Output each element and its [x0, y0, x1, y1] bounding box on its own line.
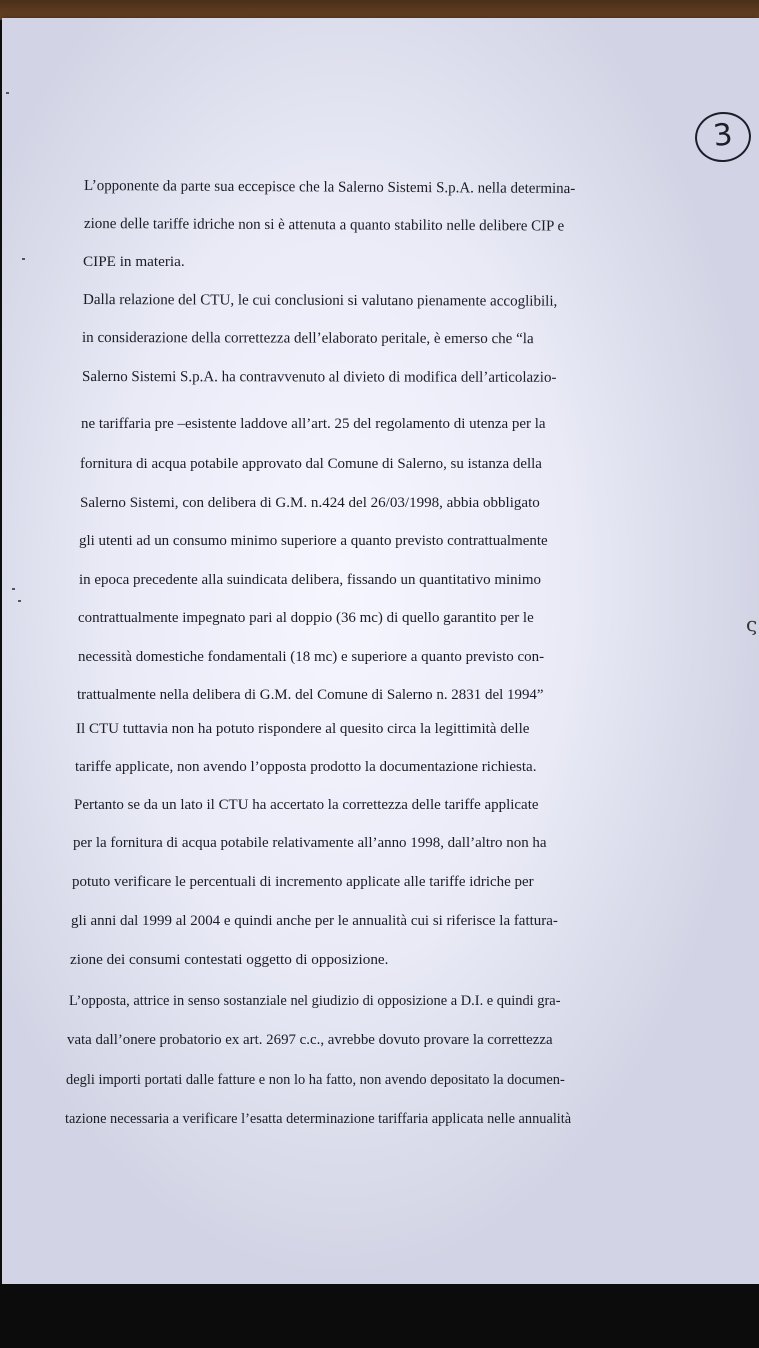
text-line: degli importi portati dalle fatture e non lo ha fatto, non avendo depositato la documen-	[66, 1071, 565, 1088]
margin-pen-mark: ς	[746, 612, 758, 636]
text-line: CIPE in materia.	[83, 253, 185, 270]
margin-speck	[22, 258, 25, 260]
text-line: gli anni dal 1999 al 2004 e quindi anche per le annualità cui si riferisce la fattura-	[71, 912, 558, 929]
text-line: Pertanto se da un lato il CTU ha accertato la correttezza delle tariffe applicate	[74, 796, 539, 813]
text-line: ne tariffaria pre –esistente laddove all’art. 25 del regolamento di utenza per la	[81, 415, 546, 432]
text-line: Salerno Sistemi S.p.A. ha contravvenuto al divieto di modifica dell’articolazio-	[81, 368, 557, 386]
text-line: zione dei consumi contestati oggetto di opposizione.	[70, 951, 389, 968]
text-line: L’opposta, attrice in senso sostanziale nel giudizio di opposizione a D.I. e quindi gra-	[69, 992, 561, 1009]
text-line: contrattualmente impegnato pari al doppio (36 mc) di quello garantito per le	[78, 609, 534, 626]
margin-speck	[18, 600, 21, 602]
text-line: L’opponente da parte sua eccepisce che la Salerno Sistemi S.p.A. nella determina-	[83, 177, 576, 198]
text-line: fornitura di acqua potabile approvato dal Comune di Salerno, su istanza della	[80, 455, 542, 472]
text-line: potuto verificare le percentuali di incremento applicate alle tariffe idriche per	[72, 873, 534, 890]
text-line: necessità domestiche fondamentali (18 mc) e superiore a quanto previsto con-	[78, 648, 545, 665]
text-line: zione delle tariffe idriche non si è attenuta a quanto stabilito nelle delibere CIP e	[83, 215, 565, 235]
text-line: Dalla relazione del CTU, le cui conclusioni si valutano pienamente accoglibili,	[82, 291, 558, 310]
text-line: in considerazione della correttezza dell’elaborato peritale, è emerso che “la	[81, 329, 534, 348]
text-line: tariffe applicate, non avendo l’opposta prodotto la documentazione richiesta.	[75, 758, 537, 775]
page-number-circled: 3	[693, 109, 754, 165]
background-edge-bottom	[0, 1284, 759, 1348]
text-line: vata dall’onere probatorio ex art. 2697 c.c., avrebbe dovuto provare la correttezza	[67, 1031, 553, 1048]
text-line: trattualmente nella delibera di G.M. del Comune di Salerno n. 2831 del 1994”	[77, 686, 544, 703]
margin-speck	[6, 92, 9, 94]
text-line: in epoca precedente alla suindicata delibera, fissando un quantitativo minimo	[79, 571, 541, 588]
margin-speck	[12, 588, 15, 590]
text-line: gli utenti ad un consumo minimo superiore a quanto previsto contrattualmente	[79, 532, 548, 549]
background-edge-top	[0, 0, 759, 20]
text-line: per la fornitura di acqua potabile relativamente all’anno 1998, dall’altro non ha	[73, 834, 547, 851]
text-line: Salerno Sistemi, con delibera di G.M. n.424 del 26/03/1998, abbia obbligato	[80, 494, 540, 511]
text-line: Il CTU tuttavia non ha potuto rispondere al quesito circa la legittimità delle	[76, 720, 530, 737]
text-line: tazione necessaria a verificare l’esatta determinazione tariffaria applicata nelle annualità	[65, 1110, 572, 1127]
